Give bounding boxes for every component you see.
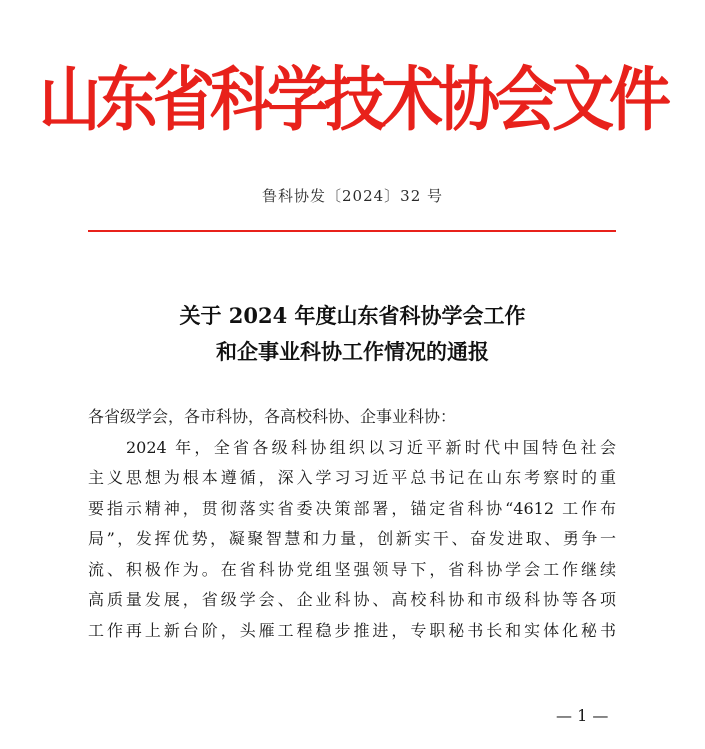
red-divider-line xyxy=(88,230,616,232)
paragraph-line: 工作再上新台阶，头雁工程稳步推进，专职秘书长和实体化秘书 xyxy=(88,620,616,640)
masthead-title: 山东省科学技术协会文件 xyxy=(38,58,666,141)
paragraph-line: 2024 年，全省各级科协组织以习近平新时代中国特色社会 xyxy=(126,437,616,457)
paragraph-line: 主义思想为根本遵循，深入学习习近平总书记在山东考察时的重 xyxy=(88,468,616,487)
notice-title-line-2: 和企事业科协工作情况的通报 xyxy=(216,339,489,364)
paragraph-line: 流、积极作为。在省科协党组坚强领导下，省科协学会工作继续 xyxy=(88,559,616,579)
notice-body xyxy=(88,402,616,646)
document-number: 鲁科协发〔2024〕32 号 xyxy=(261,187,444,205)
notice-title xyxy=(0,298,705,370)
salutation: 各省级学会，各市科协，各高校科协、企事业科协： xyxy=(88,407,457,426)
notice-title-line-1: 关于 2024 年度山东省科协学会工作 xyxy=(179,303,526,328)
paragraph-line: 要指示精神，贯彻落实省委决策部署，锚定省科协“4612 工作布 xyxy=(88,498,616,518)
paragraph-line: 局”，发挥优势，凝聚智慧和力量，创新实干、奋发进取、勇争一 xyxy=(88,529,616,548)
page-number: — 1 — xyxy=(556,706,609,725)
paragraph-line: 高质量发展，省级学会、企业科协、高校科协和市级科协等各项 xyxy=(88,590,616,609)
